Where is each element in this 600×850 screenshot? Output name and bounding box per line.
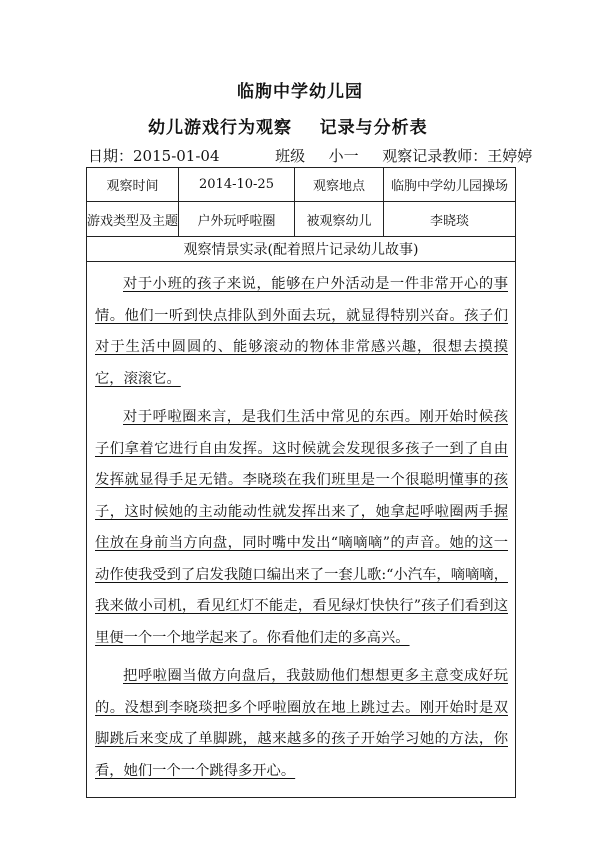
teacher-label: 观察记录教师：: [382, 147, 488, 165]
observe-time-value: 2014-10-25: [179, 168, 295, 202]
table-row: [87, 237, 516, 262]
observation-record-table: [86, 167, 516, 798]
form-title: 幼儿游戏行为观察 记录与分析表: [148, 118, 428, 138]
meta-row: [88, 145, 532, 166]
table-row: [87, 168, 516, 202]
date-value: 2015-01-04: [133, 147, 220, 165]
class-label: 班级: [275, 147, 306, 165]
game-type-value: 户外玩呼啦圈: [179, 202, 295, 237]
observed-child-value: 李晓琰: [384, 202, 516, 237]
observe-place-value: 临朐中学幼儿园操场: [384, 168, 516, 202]
teacher-value: 王婷婷: [487, 147, 533, 165]
story-paragraph: 对于呼啦圈来言，是我们生活中常见的东西。刚开始时候孩子们拿着它进行自由发挥。这时候就会发现很多孩子一到了自由发挥就显得手足无错。李晓琰在我们班里是一个很聪明懂事的孩子，这时候她的主动能动性就发挥出来了，她拿起呼啦圈两手握住放在身前当方向盘，同时嘴中发出“嘀嘀嘀”的声音。她的这一动作使我受到了启发我随口编出来了一套儿歌:“小汽车，嘀嘀嘀，我来做小司机，看见红灯不能走，看见绿灯快快行”孩子们看到这里便一个一个地学起来了。你看他们走的多高兴。: [95, 409, 508, 646]
date-label: 日期：: [88, 147, 134, 165]
observe-place-label: 观察地点: [295, 168, 384, 202]
game-type-label: 游戏类型及主题: [87, 202, 179, 237]
story-paragraph: 对于小班的孩子来说，能够在户外活动是一件非常开心的事情。他们一听到快点排队到外面去玩，就显得特别兴奋。孩子们对于生活中圆圆的、能够滚动的物体非常感兴趣，很想去摸摸它，滚滚它。: [95, 276, 508, 387]
observe-time-label: 观察时间: [87, 168, 179, 202]
observed-child-label: 被观察幼儿: [295, 202, 384, 237]
school-name: 临朐中学幼儿园: [237, 82, 363, 102]
table-row: [87, 202, 516, 237]
story-cell: [87, 262, 516, 798]
class-value: 小一: [328, 147, 359, 165]
table-row: [87, 262, 516, 798]
section-title: 观察情景实录(配着照片记录幼儿故事): [87, 237, 516, 262]
story-paragraph: 把呼啦圈当做方向盘后，我鼓励他们想想更多主意变成好玩的。没想到李晓琰把多个呼啦圈放在地上跳过去。刚开始时是双脚跳后来变成了单脚跳，越来越多的孩子开始学习她的方法，你看，她们一个一个跳得多开心。: [95, 668, 508, 779]
